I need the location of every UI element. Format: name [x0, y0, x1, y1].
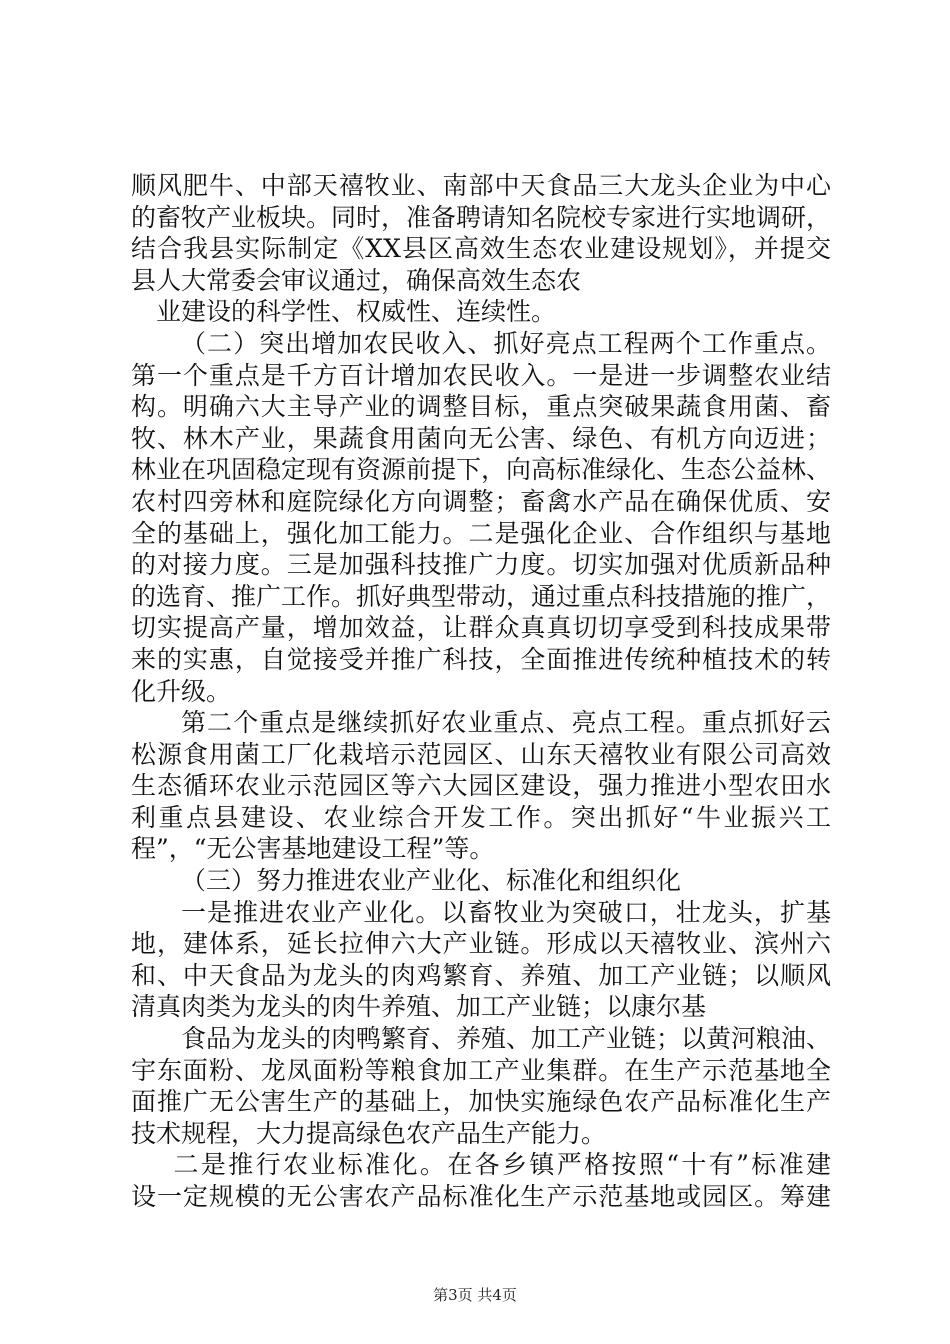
text-line: 设一定规模的无公害农产品标准化生产示范基地或园区。筹建 [131, 1182, 831, 1211]
text-line: 来的实惠，自觉接受并推广科技，全面推进传统种植技术的转 [131, 644, 831, 674]
document-body [131, 170, 831, 1213]
text-line: 牧、林木产业，果蔬食用菌向无公害、绿色、有机方向迈进； [131, 423, 831, 453]
text-line: 化升级。 [131, 676, 232, 706]
text-line: 程”，“无公害基地建设工程”等。 [131, 834, 495, 864]
text-line: 第一个重点是千方百计增加农民收入。一是进一步调整农业结 [131, 360, 831, 390]
text-line: 结合我县实际制定《XX县区高效生态农业建设规划》，并提交 [131, 234, 831, 264]
text-line: 技术规程，大力提高绿色农产品生产能力。 [131, 1118, 607, 1148]
text-line: 切实提高产量，增加效益，让群众真真切切享受到科技成果带 [131, 613, 831, 643]
page-footer [0, 1284, 950, 1305]
text-line: 县人大常委会审议通过，确保高效生态农 [131, 265, 582, 295]
text-line: 和、中天食品为龙头的肉鸡繁育、养殖、加工产业链；以顺风 [131, 960, 831, 990]
text-line: （二）突出增加农民收入、抓好亮点工程两个工作重点。 [181, 328, 831, 358]
text-line: 业建设的科学性、权威性、连续性。 [156, 297, 557, 327]
text-line: 全的基础上，强化加工能力。二是强化企业、合作组织与基地 [131, 518, 831, 548]
text-line: 生态循环农业示范园区等六大园区建设，强力推进小型农田水 [131, 771, 831, 801]
text-line: 构。明确六大主导产业的调整目标，重点突破果蔬食用菌、畜 [131, 392, 831, 422]
text-line: 顺风肥牛、中部天禧牧业、南部中天食品三大龙头企业为中心 [131, 171, 831, 200]
text-line: 面推广无公害生产的基础上，加快实施绿色农产品标准化生产 [131, 1087, 831, 1117]
text-line: 林业在巩固稳定现有资源前提下，向高标准绿化、生态公益林、 [131, 455, 831, 485]
text-line: 的选育、推广工作。抓好典型带动，通过重点科技措施的推广， [131, 581, 831, 611]
text-line: 松源食用菌工厂化栽培示范园区、山东天禧牧业有限公司高效 [131, 739, 831, 769]
text-line: 宇东面粉、龙凤面粉等粮食加工产业集群。在生产示范基地全 [131, 1055, 831, 1085]
text-line: 农村四旁林和庭院绿化方向调整；畜禽水产品在确保优质、安 [131, 486, 831, 516]
text-line: 第二个重点是继续抓好农业重点、亮点工程。重点抓好云 [181, 708, 831, 738]
text-line: 的畜牧产业板块。同时，准备聘请知名院校专家进行实地调研， [131, 202, 831, 232]
page-number-label: 第3页 共4页 [433, 1286, 517, 1304]
text-line: 地，建体系，延长拉伸六大产业链。形成以天禧牧业、滨州六 [131, 929, 831, 959]
text-line: 清真肉类为龙头的肉牛养殖、加工产业链；以康尔基 [131, 992, 707, 1022]
text-line: 二是推行农业标准化。在各乡镇严格按照“十有”标准建 [173, 1150, 831, 1180]
text-line: （三）努力推进农业产业化、标准化和组织化 [181, 866, 682, 896]
text-line: 一是推进农业产业化。以畜牧业为突破口，壮龙头，扩基 [181, 897, 831, 927]
text-line: 食品为龙头的肉鸭繁育、养殖、加工产业链；以黄河粮油、 [181, 1024, 831, 1054]
text-line: 的对接力度。三是加强科技推广力度。切实加强对优质新品种 [131, 550, 831, 580]
text-line: 利重点县建设、农业综合开发工作。突出抓好“牛业振兴工 [131, 802, 831, 832]
